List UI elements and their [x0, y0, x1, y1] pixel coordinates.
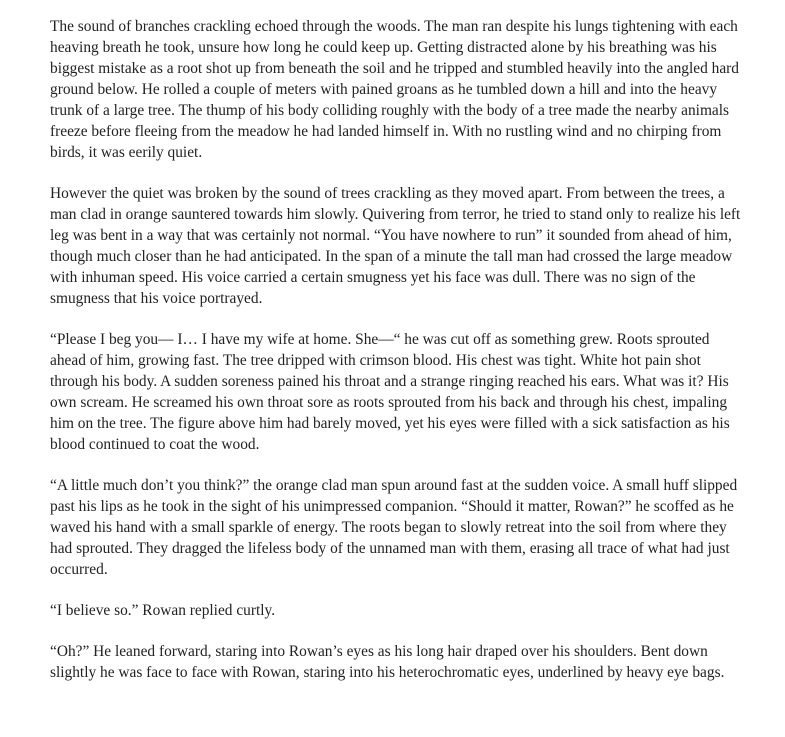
paragraph-2: However the quiet was broken by the sound of trees crackling as they moved apart. From between the trees, a man clad in orange sauntered towards him slowly. Quivering from terror, he tried to stand only to realize his left leg was bent in a way that was certainly not normal. “You have nowhere to run” it sounded from ahead of him, though much closer than he had anticipated. In the span of a minute the tall man had crossed the large meadow with inhuman speed. His voice carried a certain smugness yet his face was dull. There was no sign of the smugness that his voice portrayed. — [50, 185, 741, 307]
paragraph-3: “Please I beg you— I… I have my wife at home. She—“ he was cut off as something grew. Roots sprouted ahead of him, growing fast. The tree dripped with crimson blood. His chest was tight. White hot pain shot through his body. A sudden soreness pained his throat and a strange ringing reached his ears. What was it? His own scream. He screamed his own throat sore as roots sprouted from his back and through his chest, impaling him on the tree. The figure above him had barely moved, yet his eyes were filled with a sick satisfaction as his blood continued to coat the wood. — [50, 331, 730, 453]
paragraph-5: “I believe so.” Rowan replied curtly. — [50, 602, 276, 619]
story-text — [50, 16, 745, 703]
paragraph-4: “A little much don’t you think?” the orange clad man spun around fast at the sudden voice. A small huff slipped past his lips as he took in the sight of his unimpressed companion. “Should it matter, Rowan?” he scoffed as he waved his hand with a small sparkle of energy. The roots began to slowly retreat into the soil from where they had sprouted. They dragged the lifeless body of the unnamed man with them, erasing all trace of what had just occurred. — [50, 477, 738, 578]
paragraph-1: The sound of branches crackling echoed through the woods. The man ran despite his lungs tightening with each heaving breath he took, unsure how long he could keep up. Getting distracted alone by his breathing was his biggest mistake as a root shot up from beneath the soil and he tripped and stumbled heavily into the angled hard ground below. He rolled a couple of meters with pained groans as he tumbled down a hill and into the heavy trunk of a large tree. The thump of his body colliding roughly with the body of a tree made the nearby animals freeze before fleeing from the meadow he had landed himself in. With no rustling wind and no chirping from birds, it was eerily quiet. — [50, 18, 739, 161]
paragraph-6: “Oh?” He leaned forward, staring into Rowan’s eyes as his long hair draped over his shoulders. Bent down slightly he was face to face with Rowan, staring into his heterochromatic eyes, underlined by heavy eye bags. — [50, 643, 725, 681]
